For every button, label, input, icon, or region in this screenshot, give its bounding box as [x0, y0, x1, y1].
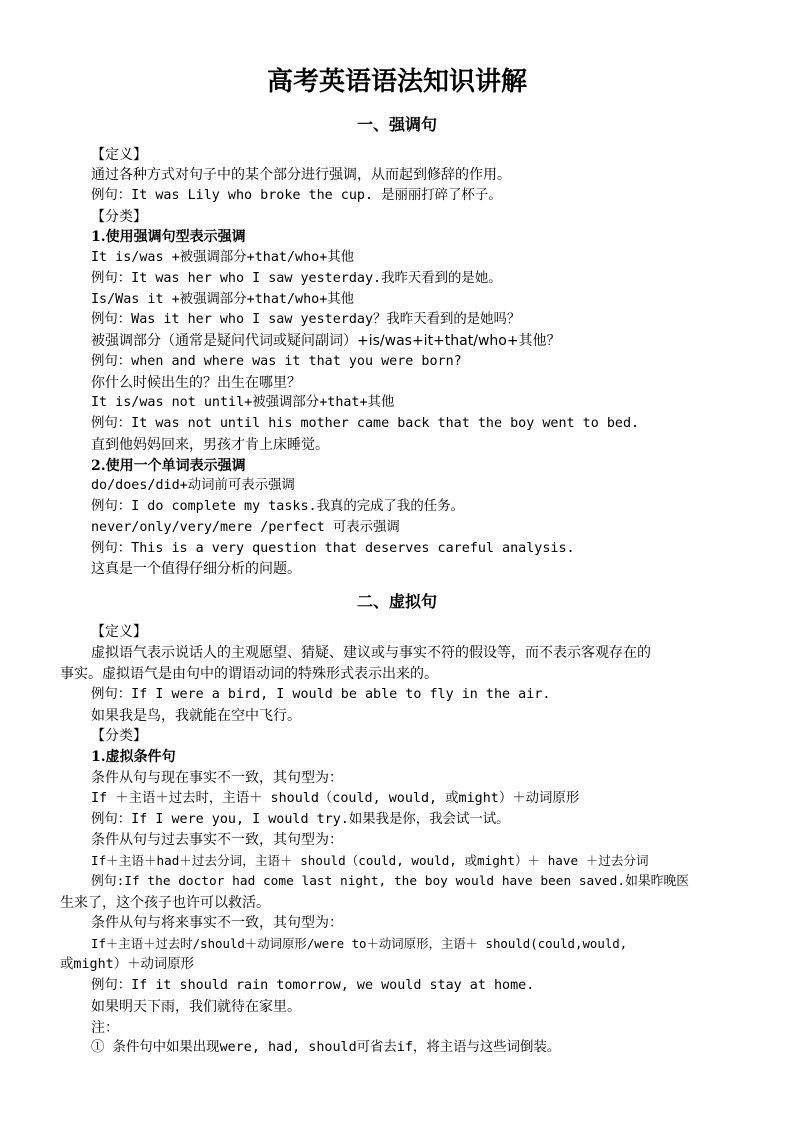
pattern-intro: 条件从句与过去事实不一致，其句型为：	[91, 832, 343, 848]
subheading: 2.使用一个单词表示强调	[91, 458, 246, 474]
translation-line: 你什么时候出生的？出生在哪里？	[91, 375, 301, 391]
pattern-line: do/does/did+动词前可表示强调	[91, 478, 295, 493]
pattern-line: If＋主语＋had＋过去分词，主语＋ should（could, would, 或might）＋ have ＋过去分词	[91, 853, 649, 868]
pattern-line: It is/was +被强调部分+that/who+其他	[91, 250, 355, 265]
definition-tag: 【定义】	[91, 624, 147, 640]
translation-line: 如果明天下雨，我们就待在家里。	[91, 999, 301, 1015]
definition-text: 虚拟语气表示说话人的主观愿望、猜疑、建议或与事实不符的假设等，而不表示客观存在的	[91, 645, 651, 661]
section-heading-subjunctive: 二、虚拟句	[356, 592, 437, 611]
translation-line: 这真是一个值得仔细分析的问题。	[91, 561, 301, 577]
note-label: 注：	[91, 1020, 119, 1036]
example-line: 例句：It was Lily who broke the cup. 是丽丽打碎了杯子。	[91, 188, 502, 203]
example-line: 例句:If the doctor had come last night, the boy would have been saved.如果昨晚医	[91, 874, 690, 889]
example-line: 例句：It was her who I saw yesterday.我昨天看到的是她。	[91, 271, 502, 286]
example-line: 例句：This is a very question that deserves careful analysis.	[91, 541, 575, 556]
subheading: 1.使用强调句型表示强调	[91, 229, 246, 245]
example-line: 例句：If I were a bird, I would be able to fly in the air.	[91, 687, 551, 702]
pattern-line: If ＋主语＋过去时，主语＋ should（could, would, 或might）＋动词原形	[91, 791, 580, 806]
pattern-line: Is/Was it +被强调部分+that/who+其他	[91, 292, 355, 307]
pattern-line: never/only/very/mere /perfect 可表示强调	[91, 520, 400, 535]
definition-tag: 【定义】	[91, 147, 147, 163]
pattern-line: If＋主语＋过去时/should＋动词原形/were to＋动词原形，主语＋ should(could,would,	[91, 936, 628, 951]
pattern-intro: 条件从句与将来事实不一致，其句型为：	[91, 915, 343, 931]
pattern-line: It is/was not until+被强调部分+that+其他	[91, 395, 395, 410]
subheading: 1.虚拟条件句	[91, 749, 176, 765]
note-item: ① 条件句中如果出现were, had, should可省去if，将主语与这些词倒装。	[91, 1040, 561, 1055]
section-heading-emphatic: 一、强调句	[356, 115, 437, 134]
translation-line: 直到他妈妈回来，男孩才肯上床睡觉。	[91, 437, 329, 453]
definition-text: 事实。虚拟语气是由句中的谓语动词的特殊形式表示出来的。	[60, 666, 438, 682]
example-line: 例句：when and where was it that you were born?	[91, 354, 462, 369]
pattern-line: 或might）＋动词原形	[60, 957, 195, 972]
example-line: 例句：If it should rain tomorrow, we would stay at home.	[91, 978, 535, 993]
translation-line: 生来了，这个孩子也许可以救活。	[60, 895, 270, 911]
category-tag: 【分类】	[91, 728, 147, 744]
translation-line: 如果我是鸟，我就能在空中飞行。	[91, 708, 301, 724]
document-title: 高考英语语法知识讲解	[266, 67, 527, 97]
pattern-line: 被强调部分（通常是疑问代词或疑问副词）+is/was+it+that/who+其他？	[91, 333, 561, 349]
pattern-intro: 条件从句与现在事实不一致，其句型为：	[91, 770, 343, 786]
example-line: 例句：Was it her who I saw yesterday？我昨天看到的是她吗？	[91, 312, 521, 327]
example-line: 例句：It was not until his mother came back that the boy went to bed.	[91, 416, 640, 431]
definition-text: 通过各种方式对句子中的某个部分进行强调，从而起到修辞的作用。	[91, 167, 511, 183]
example-line: 例句：If I were you, I would try.如果我是你，我会试一试。	[91, 812, 510, 827]
example-line: 例句：I do complete my tasks.我真的完成了我的任务。	[91, 499, 464, 514]
category-tag: 【分类】	[91, 209, 147, 225]
